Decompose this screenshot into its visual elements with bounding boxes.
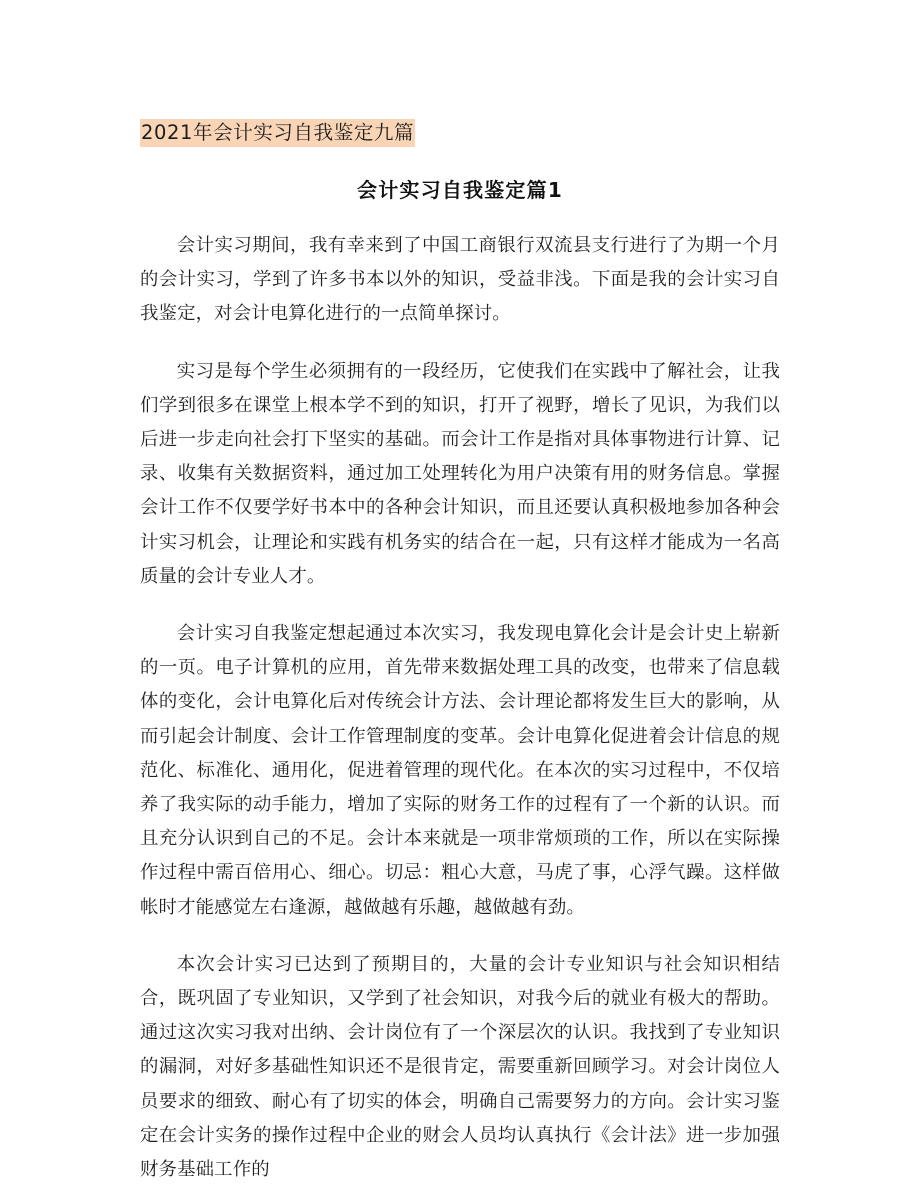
body-paragraph: 实习是每个学生必须拥有的一段经历，它使我们在实践中了解社会，让我们学到很多在课堂上根本学不到的知识，打开了视野，增长了见识，为我们以后进一步走向社会打下坚实的基础。而会计工作是指对具体事物进行计算、记录、收集有关数据资料，通过加工处理转化为用户决策有用的财务信息。掌握会计工作不仅要学好书本中的各种会计知识，而且还要认真积极地参加各种会计实习机会，让理论和实践有机务实的结合在一起，只有这样才能成为一名高质量的会计专业人才。 — [140, 360, 780, 587]
document-title-highlighted: 2021年会计实习自我鉴定九篇 — [140, 119, 415, 147]
body-paragraph: 本次会计实习已达到了预期目的，大量的会计专业知识与社会知识相结合，既巩固了专业知识，又学到了社会知识，对我今后的就业有极大的帮助。通过这次实习我对出纳、会计岗位有了一个深层次的认识。我找到了专业知识的漏洞，对好多基础性知识还不是很肯定，需要重新回顾学习。对会计岗位人员要求的细致、耐心有了切实的体会，明确自己需要努力的方向。会计实习鉴定在会计实务的操作过程中企业的财会人员均认真执行《会计法》进一步加强财务基础工作的 — [140, 953, 780, 1181]
body-paragraph: 会计实习自我鉴定想起通过本次实习，我发现电算化会计是会计史上崭新的一页。电子计算机的应用，首先带来数据处理工具的改变，也带来了信息载体的变化，会计电算化后对传统会计方法、会计理论都将发生巨大的影响，从而引起会计制度、会计工作管理制度的变革。会计电算化促进着会计信息的规范化、标准化、通用化，促进着管理的现代化。在本次的实习过程中，不仅培养了我实际的动手能力，增加了实际的财务工作的过程有了一个新的认识。而且充分认识到自己的不足。会计本来就是一项非常烦琐的工作，所以在实际操作过程中需百倍用心、细心。切忌：粗心大意，马虎了事，心浮气躁。这样做帐时才能感觉左右逢源，越做越有乐趣，越做越有劲。 — [140, 623, 780, 918]
document-title-row — [140, 118, 780, 149]
section-heading: 会计实习自我鉴定篇1 — [357, 178, 563, 202]
document-body — [140, 118, 780, 1187]
body-paragraph: 会计实习期间，我有幸来到了中国工商银行双流县支行进行了为期一个月的会计实习，学到了许多书本以外的知识，受益非浅。下面是我的会计实习自我鉴定，对会计电算化进行的一点简单探讨。 — [140, 235, 780, 325]
